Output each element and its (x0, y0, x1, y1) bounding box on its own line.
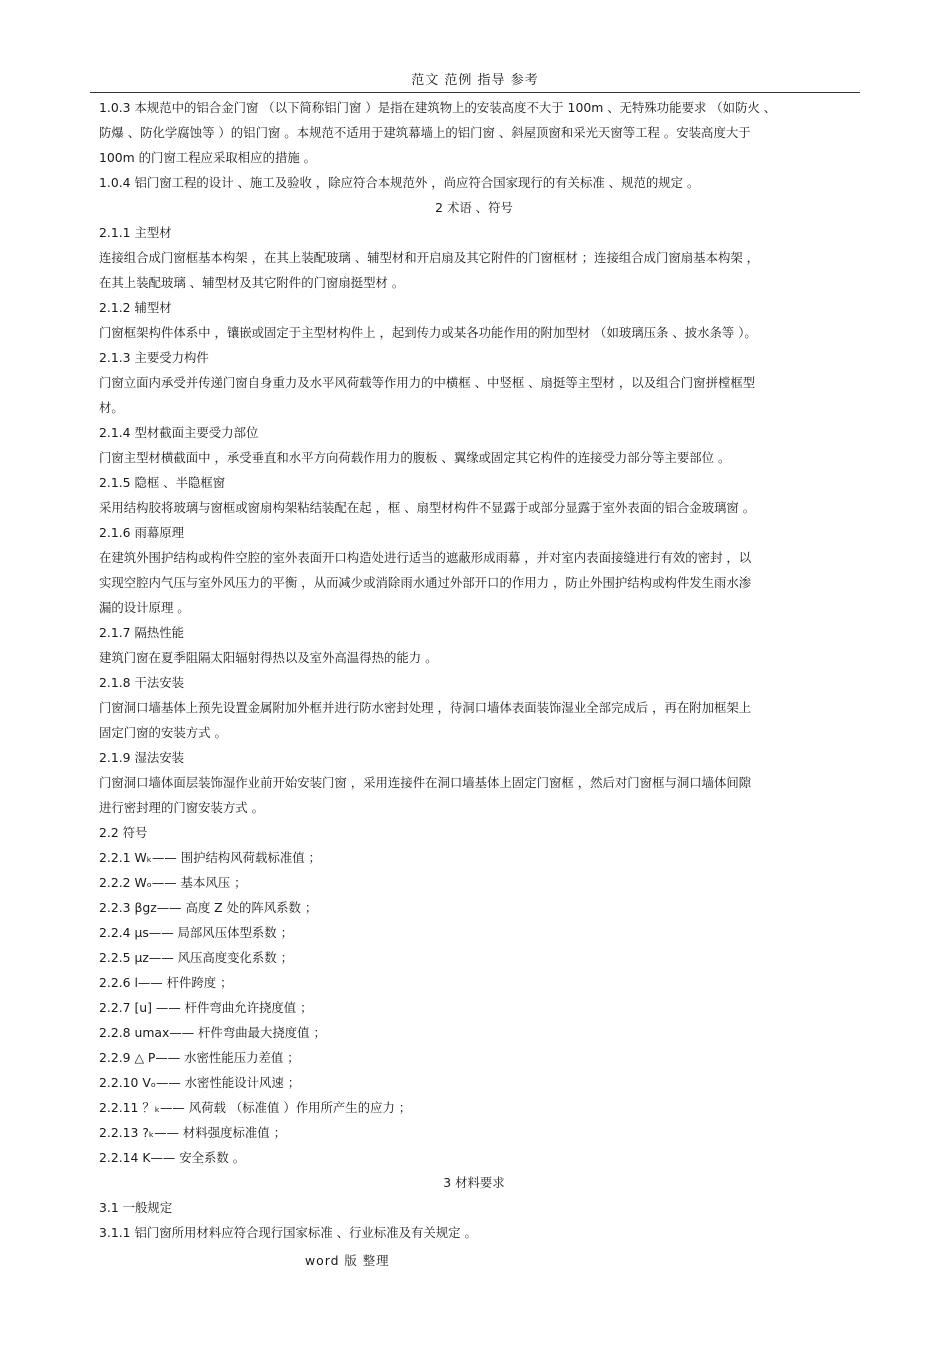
text-line: 实现空腔内气压与室外风压力的平衡 ，从而减少或消除雨水通过外部开口的作用力 ，防止外围护结构或构件发生雨水渗 (99, 575, 752, 590)
text-line: 2.2.9 △ P—— 水密性能压力差值 ； (99, 1050, 300, 1065)
text-line: 材。 (99, 400, 124, 415)
text-line: 门窗洞口墙基体上预先设置金属附加外框并进行防水密封处理 ，待洞口墙体表面装饰湿业全部完成后 ，再在附加框架上 (99, 700, 752, 715)
text-line: 在其上装配玻璃 、辅型材及其它附件的门窗扇挺型材 。 (99, 275, 405, 290)
section-heading: 3 材料要求 (443, 1175, 505, 1190)
text-line: 2.2.10 Vₒ—— 水密性能设计风速 ； (99, 1075, 301, 1090)
text-line: 2.1.7 隔热性能 (99, 625, 185, 640)
text-line: 2.2.14 K—— 安全系数 。 (99, 1150, 246, 1165)
text-line: 2.1.8 干法安装 (99, 675, 185, 690)
header-divider (90, 92, 860, 93)
text-line: 2.2.7 [u] —— 杆件弯曲允许挠度值 ； (99, 1000, 313, 1015)
text-line: 2.1.2 辅型材 (99, 300, 172, 315)
page-footer: word 版 整理 (305, 1253, 390, 1268)
text-line: 2.2 符号 (99, 825, 148, 840)
text-line: 2.2.3 βgz—— 高度 Z 处的阵风系数 ； (99, 900, 318, 915)
text-line: 2.2.1 Wₖ—— 围护结构风荷载标准值 ； (99, 850, 321, 865)
text-line: 2.1.6 雨幕原理 (99, 525, 185, 540)
text-line: 漏的设计原理 。 (99, 600, 190, 615)
text-line: 2.2.8 umax—— 杆件弯曲最大挠度值 ； (99, 1025, 326, 1040)
text-line: 3.1.1 铝门窗所用材料应符合现行国家标准 、行业标准及有关规定 。 (99, 1225, 477, 1240)
text-line: 2.2.11 ？ₖ—— 风荷载 （标准值 ）作用所产生的应力 ； (99, 1100, 412, 1115)
text-line: 2.1.5 隐框 、半隐框窗 (99, 475, 226, 490)
text-line: 1.0.4 铝门窗工程的设计 、施工及验收 ，除应符合本规范外 ，尚应符合国家现行的有关标准 、规范的规定 。 (99, 175, 700, 190)
text-line: 固定门窗的安装方式 。 (99, 725, 227, 740)
text-line: 100m 的门窗工程应采取相应的措施 。 (99, 150, 317, 165)
text-line: 门窗洞口墙体面层装饰湿作业前开始安装门窗 ，采用连接件在洞口墙基体上固定门窗框 ，然后对门窗框与洞口墙体间隙 (99, 775, 752, 790)
text-line: 2.2.6 l—— 杆件跨度 ； (99, 975, 233, 990)
text-line: 2.1.1 主型材 (99, 225, 172, 240)
text-line: 2.1.9 湿法安装 (99, 750, 185, 765)
text-line: 防爆 、防化学腐蚀等 ）的铝门窗 。本规范不适用于建筑幕墙上的铝门窗 、斜屋顶窗和采光天窗等工程 。安装高度大于 (99, 125, 751, 140)
text-line: 2.2.2 Wₒ—— 基本风压 ； (99, 875, 247, 890)
text-line: 进行密封理的门窗安装方式 。 (99, 800, 265, 815)
text-line: 3.1 一般规定 (99, 1200, 173, 1215)
text-line: 门窗框架构件体系中 ，镶嵌或固定于主型材构件上 ，起到传力或某各功能作用的附加型材 （如玻璃压条 、披水条等 ）。 (99, 325, 757, 340)
text-line: 2.1.3 主要受力构件 (99, 350, 209, 365)
text-line: 采用结构胶将玻璃与窗框或窗扇构架粘结装配在起 ，框 、扇型材构件不显露于或部分显露于室外表面的铝合金玻璃窗 。 (99, 500, 756, 515)
text-line: 2.2.13 ?ₖ—— 材料强度标准值 ； (99, 1125, 286, 1140)
text-line: 连接组合成门窗框基本构架 ，在其上装配玻璃 、辅型材和开启扇及其它附件的门窗框材 ；连接组合成门窗扇基本构架 ， (99, 250, 760, 265)
text-line: 建筑门窗在夏季阻隔太阳辐射得热以及室外高温得热的能力 。 (99, 650, 438, 665)
text-line: 门窗立面内承受并传递门窗自身重力及水平风荷载等作用力的中横框 、中竖框 、扇挺等主型材 ，以及组合门窗拼樘框型 (99, 375, 756, 390)
text-line: 门窗主型材横截面中 ，承受垂直和水平方向荷载作用力的腹板 、翼缘或固定其它构件的连接受力部分等主要部位 。 (99, 450, 731, 465)
text-line: 1.0.3 本规范中的铝合金门窗 （以下简称铝门窗 ）是指在建筑物上的安装高度不大于 100m 、无特殊功能要求 （如防火 、 (99, 100, 777, 115)
section-heading: 2 术语 、符号 (435, 200, 513, 215)
text-line: 2.2.5 μz—— 风压高度变化系数 ； (99, 950, 294, 965)
document-body (99, 95, 849, 1245)
text-line: 2.1.4 型材截面主要受力部位 (99, 425, 259, 440)
page-header: 范文 范例 指导 参考 (411, 73, 539, 88)
text-line: 在建筑外围护结构或构件空腔的室外表面开口构造处进行适当的遮蔽形成雨幕 ，并对室内表面接缝进行有效的密封 ，以 (99, 550, 752, 565)
text-line: 2.2.4 μs—— 局部风压体型系数 ； (99, 925, 293, 940)
